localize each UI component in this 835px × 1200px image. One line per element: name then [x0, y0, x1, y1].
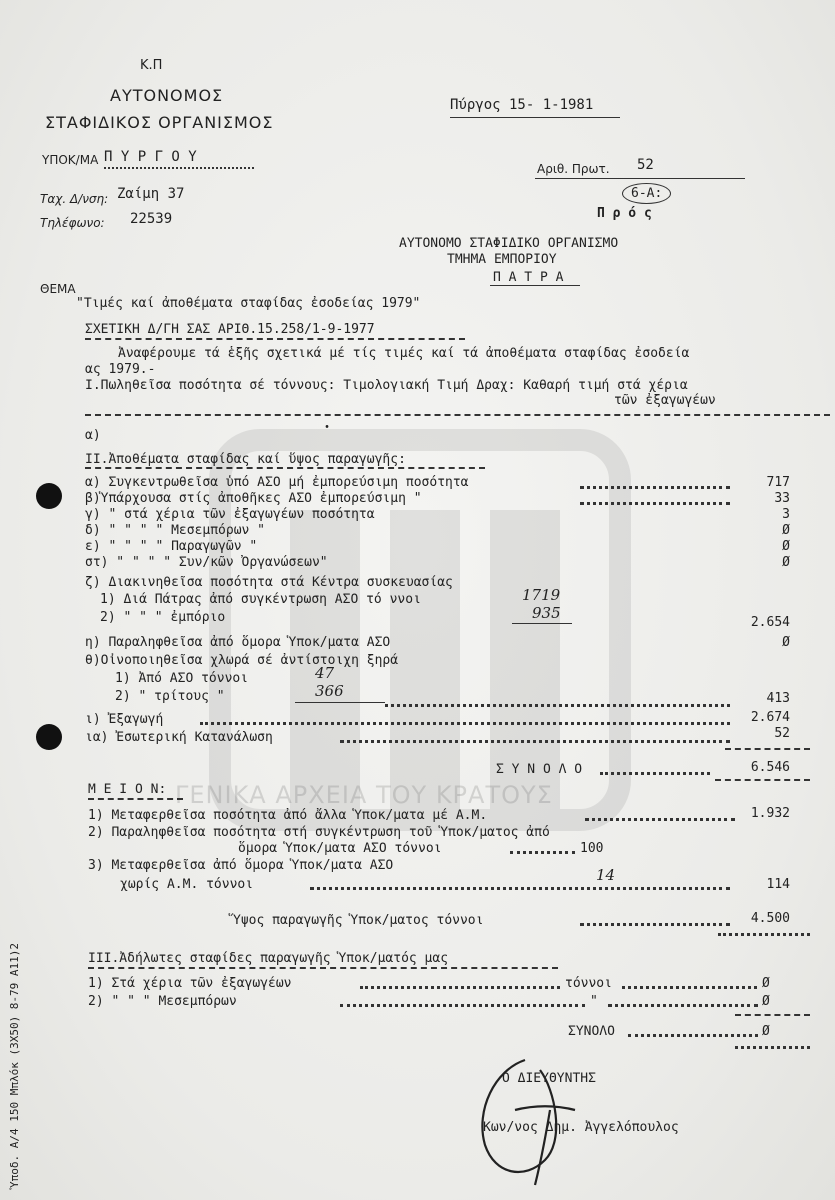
eta-row: η) Παραληφθεῖσα ἀπό ὅμορα Ὑποκ/ματα ΑΣΟ: [85, 635, 391, 650]
branch-label: ΥΠΟΚ/ΜΑ: [42, 153, 99, 167]
stock-row-label: β)Ὑπάρχουσα στίς ἀποθῆκες ΑΣΟ ἐμπορεύσιμη ": [85, 491, 422, 506]
intro-line2: ας 1979.-: [85, 362, 156, 377]
minus-underline: [88, 798, 183, 800]
minus-row1-value: 1.932: [750, 806, 790, 821]
section1-heading-cont: τῶν ἐξαγωγέων: [614, 393, 716, 408]
section1-row-a-mark: ꞏ: [325, 420, 330, 435]
stock-row-label: γ) " στά χέρια τῶν ἐξαγωγέων ποσότητα: [85, 507, 375, 522]
ia-value: 52: [774, 726, 790, 741]
signature-title: Ο ΔΙΕΥΘΥΝΤΗΣ: [502, 1071, 596, 1086]
theta-row1: 1) Ἀπό ΑΣΟ τόννοι: [115, 671, 249, 686]
stock-row-value: Ø: [782, 523, 790, 538]
theta-heading: θ)Οἰνοποιηθεῖσα χλωρά σέ ἀντίστοιχη ξηρά: [85, 653, 399, 668]
production-label: Ὕψος παραγωγῆς Ὑποκ/ματος τόννοι: [233, 913, 484, 928]
leader-dots: [580, 502, 730, 505]
signatory-name: Κων/νος Δημ. Ἀγγελόπουλος: [483, 1120, 679, 1135]
punch-hole-icon: [36, 483, 62, 509]
theta-total: 413: [766, 691, 790, 706]
minus-row2-value: 100: [580, 841, 604, 856]
protocol-value: 52: [637, 157, 654, 173]
address-value: Ζαίμη 37: [117, 186, 185, 202]
section3-heading: ΙΙΙ.Ἀδήλωτες σταφίδες παραγωγῆς Ὑποκ/ματός μας: [88, 951, 449, 966]
leader-dots: [360, 986, 560, 989]
eta-value: Ø: [782, 635, 790, 650]
minus-row2b: ὅμορα Ὑποκ/ματα ΑΣΟ τόννοι: [238, 841, 442, 856]
theta-row2-value: 366: [315, 682, 344, 700]
leader-dots: [608, 1004, 758, 1007]
minus-row2a: 2) Παραληφθεῖσα ποσότητα στή συγκέντρωση τοῦ Ὑποκ/ματος ἀπό: [88, 825, 550, 840]
org-name-line2: ΣΤΑΦΙΔΙΚΟΣ ΟΡΓΑΝΙΣΜΟΣ: [45, 113, 274, 132]
protocol-label: Αριθ. Πρωτ.: [537, 162, 610, 176]
kp-mark: Κ.Π: [140, 58, 163, 73]
production-value: 4.500: [750, 911, 790, 926]
phone-label: Τηλέφωνο:: [40, 216, 105, 230]
leader-dots: [340, 1004, 585, 1007]
theta-row2: 2) " τρίτους ": [115, 689, 225, 704]
stock-row-value: 717: [766, 475, 790, 490]
zeta-row2-value: 935: [532, 604, 561, 622]
leader-dots: [580, 486, 730, 489]
branch-value: Π Υ Ρ Γ Ο Υ: [104, 149, 197, 165]
recipient-line2: ΤΜΗΜΑ ΕΜΠΟΡΙΟΥ: [447, 252, 557, 267]
section3-row2-unit: ": [590, 994, 598, 1009]
margin-print-note: Ὑποδ. Α/4 150 Μπλόκ (3Χ50) 8-79 Α11)2: [8, 942, 21, 1188]
intro-line1: Ἀναφέρουμε τά ἑξῆς σχετικά μέ τίς τιμές καί τά ἀποθέματα σταφίδας ἐσοδεία: [118, 346, 690, 361]
section3-sum-dashline: [735, 1014, 810, 1016]
stock-row-value: Ø: [782, 555, 790, 570]
zeta-sum-line: [512, 623, 572, 624]
stock-row-label: α) Συγκεντρωθεῖσα ὑπό ΑΣΟ μή ἐμπορεύσιμη ποσότητα: [85, 475, 469, 490]
zeta-row1: 1) Διά Πάτρας ἀπό συγκέντρωση ΑΣΟ τό ννοι: [100, 592, 421, 607]
leader-dots: [200, 722, 730, 725]
recipient-line3: Π Α Τ Ρ Α: [493, 270, 564, 285]
subject-label: ΘΕΜΑ: [40, 282, 76, 296]
section1-row-a: α): [85, 428, 101, 443]
circled-code: 6-Α:: [622, 183, 671, 204]
punch-hole-icon: [36, 724, 62, 750]
section3-total-label: ΣΥΝΟΛΟ: [568, 1024, 615, 1039]
watermark-text: ΓΕΝΙΚΑ ΑΡΧΕΙΑ ΤΟΥ ΚΡΑΤΟΥΣ: [175, 781, 553, 809]
reference-line: ΣΧΕΤΙΚΗ Δ/ΓΗ ΣΑΣ ΑΡΙΘ.15.258/1-9-1977: [85, 322, 375, 337]
stock-row-value: Ø: [782, 539, 790, 554]
production-dotline: [718, 933, 810, 936]
section2-heading-underline: [85, 467, 485, 469]
minus-row3-value: 14: [596, 866, 616, 884]
reference-underline: [85, 338, 465, 340]
section2-heading: ΙΙ.Ἀποθέματα σταφίδας καί ὕψος παραγωγῆς:: [85, 452, 406, 467]
branch-underline: [104, 167, 254, 169]
stock-row-label: στ) " " " " Συν/κῶν Ὀργανώσεων": [85, 555, 328, 570]
minus-heading: Μ Ε Ι Ο Ν:: [88, 782, 167, 797]
leader-dots: [340, 740, 730, 743]
stock-row-label: δ) " " " " Μεσεμπόρων ": [85, 523, 266, 538]
org-name-line1: ΑΥΤΟΝΟΜΟΣ: [110, 86, 224, 105]
subject-text: "Τιμές καί ἀποθέματα σταφίδας ἐσοδείας 1979": [76, 296, 421, 311]
leader-dots: [580, 923, 730, 926]
address-label: Ταχ. Δ/νση:: [40, 192, 109, 206]
section3-row2-value: Ø: [762, 994, 770, 1009]
iota-row: ι) Ἐξαγωγή: [85, 712, 164, 727]
section3-total-dotline: [735, 1046, 810, 1049]
leader-dots: [600, 772, 710, 775]
protocol-underline: [535, 178, 745, 179]
section1-dashline: [85, 414, 830, 416]
section3-row1: 1) Στά χέρια τῶν ἐξαγωγέων: [88, 976, 292, 991]
zeta-row2: 2) " " " ἐμπόριο: [100, 610, 226, 625]
leader-dots: [628, 1034, 758, 1037]
place-date: Πύργος 15- 1-1981: [450, 97, 594, 113]
minus-total: 114: [766, 877, 790, 892]
stock-row-value: 3: [782, 507, 790, 522]
to-label: Π ρ ό ς: [597, 206, 652, 221]
zeta-row1-value: 1719: [522, 586, 561, 604]
total-value: 6.546: [750, 760, 790, 775]
recipient-line1: ΑΥΤΟΝΟΜΟ ΣΤΑΦΙΔΙΚΟ ΟΡΓΑΝΙΣΜΟ: [399, 236, 619, 251]
zeta-total: 2.654: [750, 615, 790, 630]
stock-row-value: 33: [774, 491, 790, 506]
total-label: Σ Υ Ν Ο Λ Ο: [496, 762, 583, 777]
minus-row3b: χωρίς Α.Μ. τόννοι: [120, 877, 254, 892]
section1-heading: Ι.Πωληθεῖσα ποσότητα σέ τόννους: Τιμολογιακή Τιμή Δραχ: Καθαρή τιμή στά χέρια: [85, 378, 688, 393]
leader-dots: [310, 887, 730, 890]
section3-underline: [88, 967, 558, 969]
leader-dots: [385, 704, 730, 707]
section3-row1-value: Ø: [762, 976, 770, 991]
minus-row1: 1) Μεταφερθεῖσα ποσότητα ἀπό ἄλλα Ὑποκ/ματα μέ Α.Μ.: [88, 808, 488, 823]
ia-row: ια) Ἐσωτερική Κατανάλωση: [85, 730, 273, 745]
leader-dots: [622, 986, 757, 989]
leader-dots: [510, 851, 575, 854]
stock-row-label: ε) " " " " Παραγωγῶν ": [85, 539, 258, 554]
phone-value: 22539: [130, 211, 173, 227]
minus-row3a: 3) Μεταφερθεῖσα ἀπό ὅμορα Ὑποκ/ματα ΑΣΟ: [88, 858, 394, 873]
theta-row1-value: 47: [315, 664, 335, 682]
date-underline: [450, 117, 620, 118]
zeta-heading: ζ) Διακινηθεῖσα ποσότητα στά Κέντρα συσκευασίας: [85, 575, 453, 590]
total-dashline: [715, 779, 810, 781]
section3-total-value: Ø: [762, 1024, 770, 1039]
recipient-underline: [490, 285, 580, 286]
theta-sum-line: [295, 702, 385, 703]
section3-row2: 2) " " " Μεσεμπόρων: [88, 994, 237, 1009]
sum-dashline: [725, 748, 810, 750]
iota-value: 2.674: [750, 710, 790, 725]
section3-row1-unit: τόννοι: [565, 976, 612, 991]
